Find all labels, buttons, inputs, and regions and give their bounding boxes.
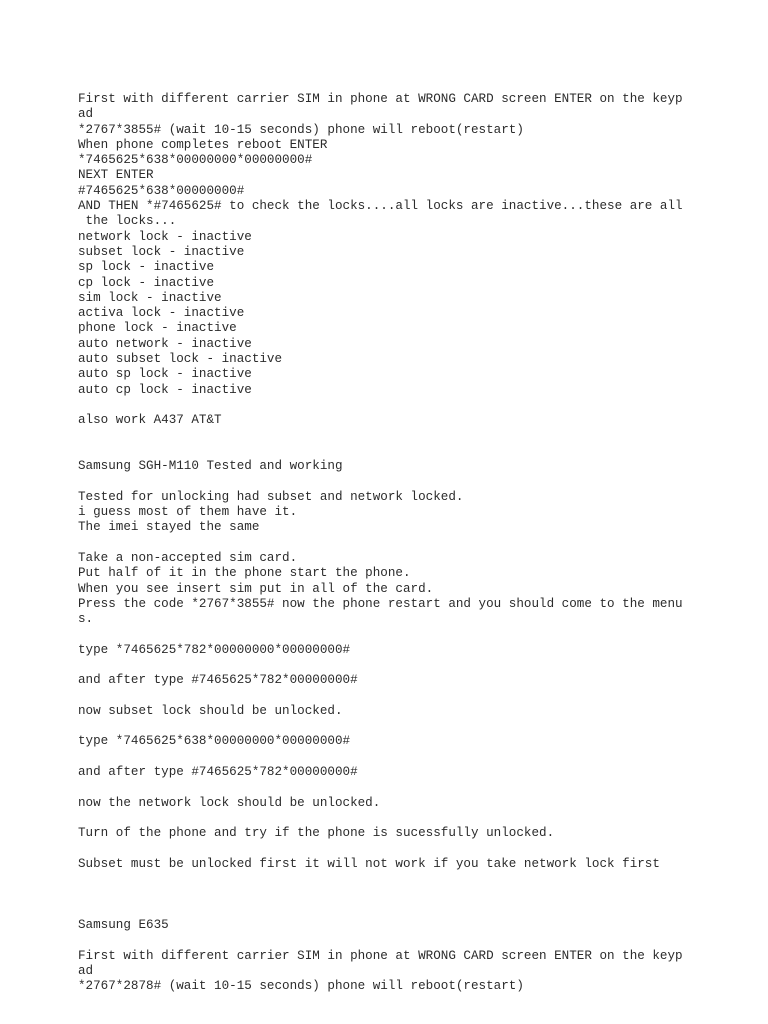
text-line: AND THEN *#7465625# to check the locks....all locks are inactive...these are all <box>78 199 683 214</box>
text-line: Samsung SGH-M110 Tested and working <box>78 459 343 474</box>
text-line <box>78 398 758 413</box>
text-line: First with different carrier SIM in phone at WRONG CARD screen ENTER on the keyp <box>78 92 683 106</box>
text-line <box>78 780 758 795</box>
text-line <box>78 536 758 551</box>
text-line: auto subset lock - inactive <box>78 352 283 367</box>
text-line: i guess most of them have it. <box>78 505 298 520</box>
text-line: Tested for unlocking had subset and network locked. <box>78 489 464 504</box>
text-line: auto network - inactive <box>78 336 252 351</box>
text-line: The imei stayed the same <box>78 520 260 535</box>
text-line <box>78 474 758 489</box>
text-line <box>78 429 758 444</box>
text-line: and after type #7465625*782*00000000# <box>78 765 358 780</box>
text-line: First with different carrier SIM in phone at WRONG CARD screen ENTER on the keyp <box>78 948 683 963</box>
text-line: cp lock - inactive <box>78 275 215 290</box>
text-line <box>78 627 758 642</box>
text-line: *7465625*638*00000000*00000000# <box>78 153 313 168</box>
text-line: ad <box>78 107 94 122</box>
text-line <box>78 872 758 887</box>
text-line: network lock - inactive <box>78 229 252 244</box>
text-line <box>78 842 758 857</box>
text-line: phone lock - inactive <box>78 321 237 336</box>
text-line <box>78 689 758 704</box>
text-line: Put half of it in the phone start the phone. <box>78 566 411 581</box>
text-line: and after type #7465625*782*00000000# <box>78 673 358 688</box>
text-line: Press the code *2767*3855# now the phone restart and you should come to the menu <box>78 596 683 611</box>
text-line <box>78 750 758 765</box>
text-line: now subset lock should be unlocked. <box>78 703 343 718</box>
text-line: When phone completes reboot ENTER <box>78 137 328 152</box>
text-line <box>78 903 758 918</box>
text-line: auto sp lock - inactive <box>78 367 252 382</box>
text-line <box>78 658 758 673</box>
text-line: also work A437 AT&T <box>78 413 222 428</box>
text-line: type *7465625*782*00000000*00000000# <box>78 642 351 657</box>
document-text <box>78 92 758 995</box>
text-line: activa lock - inactive <box>78 306 245 321</box>
text-line: Turn of the phone and try if the phone is sucessfully unlocked. <box>78 826 555 841</box>
text-line: s. <box>78 612 94 627</box>
text-line <box>78 444 758 459</box>
text-line: *2767*3855# (wait 10-15 seconds) phone will reboot(restart) <box>78 122 524 137</box>
text-line: Subset must be unlocked first it will not work if you take network lock first <box>78 856 660 871</box>
text-line: subset lock - inactive <box>78 244 245 259</box>
text-line: now the network lock should be unlocked. <box>78 795 381 810</box>
text-line: NEXT ENTER <box>78 168 154 183</box>
text-line: Samsung E635 <box>78 918 169 933</box>
text-line: ad <box>78 963 94 978</box>
text-line <box>78 811 758 826</box>
text-line <box>78 887 758 902</box>
text-line: #7465625*638*00000000# <box>78 183 245 198</box>
text-line: type *7465625*638*00000000*00000000# <box>78 734 351 749</box>
text-line: sim lock - inactive <box>78 290 222 305</box>
text-line: When you see insert sim put in all of the card. <box>78 581 434 596</box>
text-line <box>78 719 758 734</box>
text-line: *2767*2878# (wait 10-15 seconds) phone will reboot(restart) <box>78 979 524 994</box>
text-line: Take a non-accepted sim card. <box>78 550 298 565</box>
text-line: sp lock - inactive <box>78 260 215 275</box>
text-line <box>78 933 758 948</box>
text-line: the locks... <box>78 214 177 229</box>
text-line: auto cp lock - inactive <box>78 382 252 397</box>
